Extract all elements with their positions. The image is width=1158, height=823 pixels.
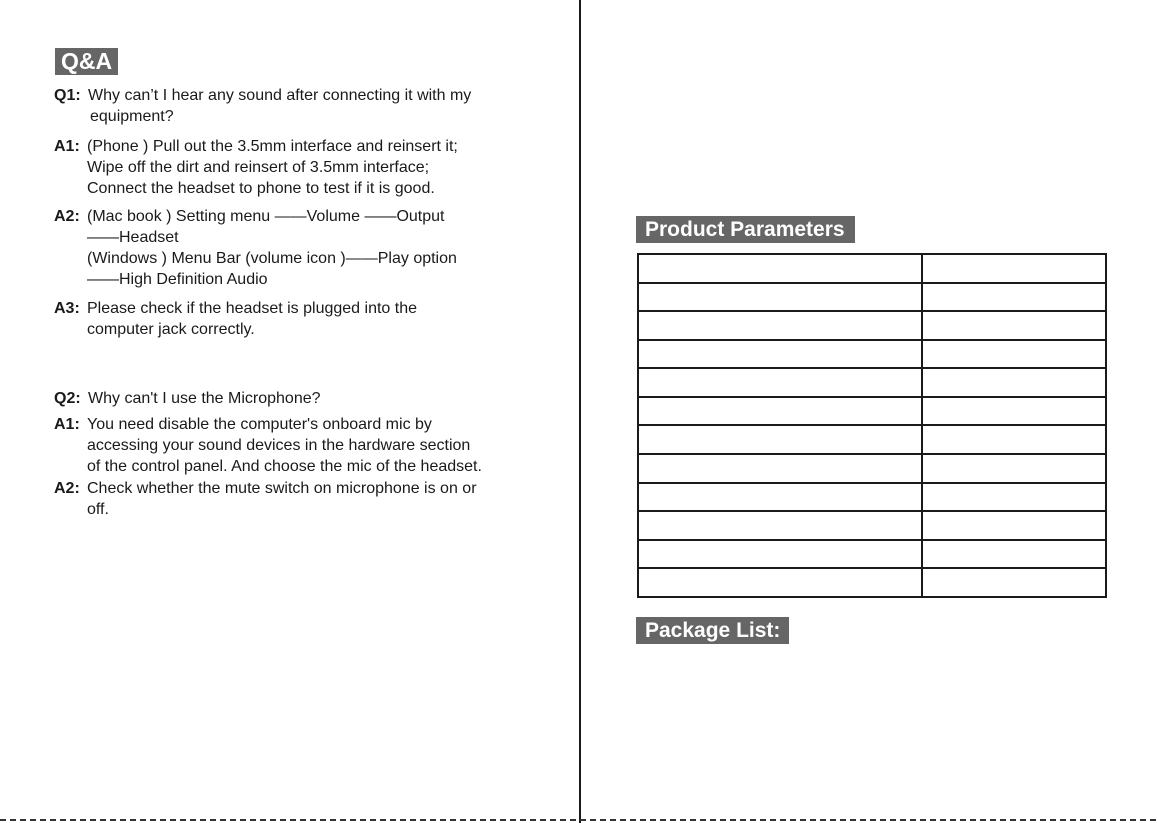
param-value-cell <box>922 397 1106 426</box>
table-row <box>638 311 1106 340</box>
q1-block <box>54 85 534 127</box>
param-name-cell <box>638 454 922 483</box>
param-name-cell <box>638 568 922 597</box>
q2-question <box>54 388 534 409</box>
table-row <box>638 368 1106 397</box>
page-divider <box>579 0 581 823</box>
q1-a1-line: Wipe off the dirt and reinsert of 3.5mm interface; <box>87 159 430 176</box>
q1-a2-line: (Windows ) Menu Bar (volume icon )——Play option <box>87 250 457 267</box>
q1-a2-line: (Mac book ) Setting menu ——Volume ——Output <box>87 208 445 225</box>
param-value-cell <box>922 368 1106 397</box>
param-value-cell <box>922 254 1106 283</box>
q1-a2-line: ——Headset <box>87 229 179 246</box>
q1-a3-line: Please check if the headset is plugged into the <box>87 300 417 317</box>
product-parameters-heading: Product Parameters <box>636 216 855 243</box>
q1-a2-line: ——High Definition Audio <box>87 271 268 288</box>
param-name-cell <box>638 511 922 540</box>
param-value-cell <box>922 568 1106 597</box>
q1-a3-label: A3: <box>54 300 80 317</box>
param-value-cell <box>922 425 1106 454</box>
q2-label: Q2: <box>54 390 81 407</box>
q1-a2-block <box>54 206 534 290</box>
q1-a1-label: A1: <box>54 138 80 155</box>
table-row <box>638 568 1106 597</box>
table-row <box>638 425 1106 454</box>
param-name-cell <box>638 254 922 283</box>
param-value-cell <box>922 540 1106 569</box>
q2-block <box>54 388 534 409</box>
param-name-cell <box>638 340 922 369</box>
param-name-cell <box>638 483 922 512</box>
table-row <box>638 511 1106 540</box>
table-row <box>638 254 1106 283</box>
package-list-heading: Package List: <box>636 617 789 644</box>
param-name-cell <box>638 368 922 397</box>
param-value-cell <box>922 311 1106 340</box>
q2-a1-line: of the control panel. And choose the mic of the headset. <box>87 458 482 475</box>
q1-a3-block <box>54 298 534 340</box>
q2-a1-block <box>54 414 534 477</box>
q2-a1-line: accessing your sound devices in the hardware section <box>87 437 471 454</box>
q2-a1-line: You need disable the computer's onboard mic by <box>87 416 432 433</box>
product-parameters-table <box>637 253 1107 598</box>
param-value-cell <box>922 483 1106 512</box>
q2-a1-label: A1: <box>54 416 80 433</box>
q1-a2-label: A2: <box>54 208 80 225</box>
param-name-cell <box>638 397 922 426</box>
q1-a1-line: Connect the headset to phone to test if it is good. <box>87 180 435 197</box>
param-value-cell <box>922 340 1106 369</box>
q2-a2-line: off. <box>87 501 109 518</box>
q2-line: Why can't I use the Microphone? <box>88 390 321 407</box>
bottom-dashed-border <box>0 819 1158 821</box>
table-row <box>638 397 1106 426</box>
q1-a1-block <box>54 136 534 199</box>
table-row <box>638 340 1106 369</box>
q2-a2-block <box>54 478 534 520</box>
table-row <box>638 283 1106 312</box>
table-row <box>638 483 1106 512</box>
param-name-cell <box>638 540 922 569</box>
q1-question <box>54 85 534 127</box>
q1-label: Q1: <box>54 87 81 104</box>
param-value-cell <box>922 454 1106 483</box>
param-value-cell <box>922 511 1106 540</box>
qa-heading: Q&A <box>55 48 118 75</box>
q1-line: Why can’t I hear any sound after connecting it with my <box>88 87 472 104</box>
q1-a3-line: computer jack correctly. <box>87 321 255 338</box>
param-name-cell <box>638 425 922 454</box>
param-name-cell <box>638 283 922 312</box>
param-name-cell <box>638 311 922 340</box>
q2-a2-line: Check whether the mute switch on microphone is on or <box>87 480 477 497</box>
table-row <box>638 454 1106 483</box>
q2-a2-label: A2: <box>54 480 80 497</box>
param-value-cell <box>922 283 1106 312</box>
q1-line: equipment? <box>90 108 174 125</box>
q1-a1-line: (Phone ) Pull out the 3.5mm interface and reinsert it; <box>87 138 458 155</box>
table-row <box>638 540 1106 569</box>
